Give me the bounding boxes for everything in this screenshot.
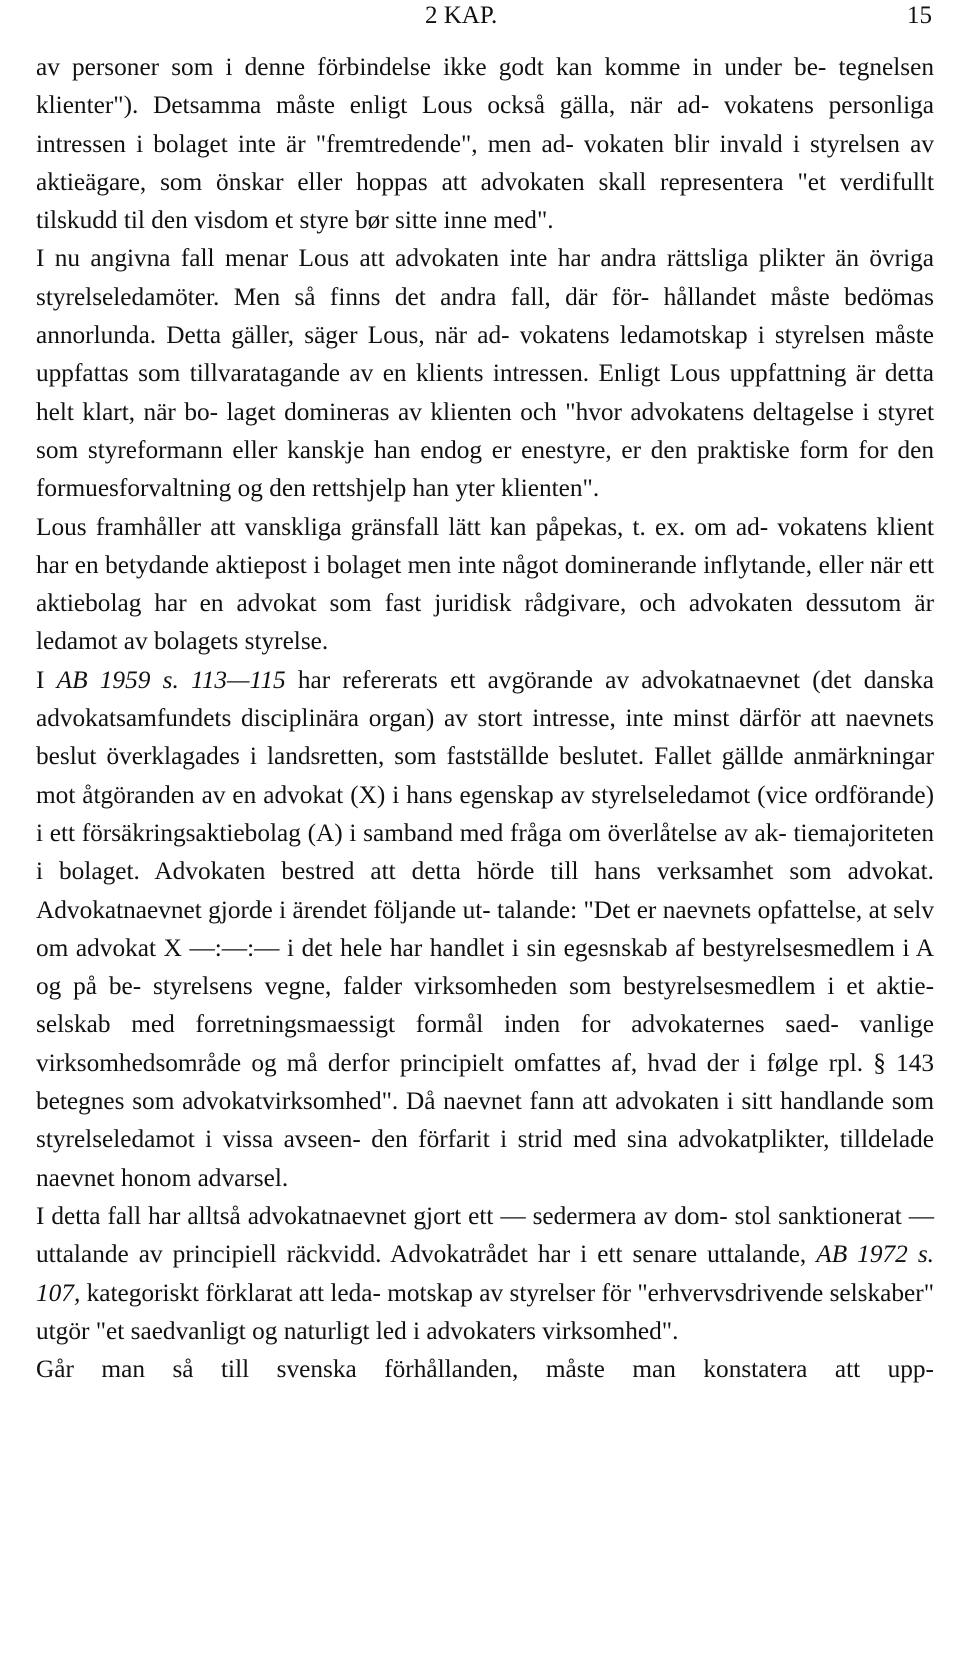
- page-number: 15: [907, 2, 932, 29]
- running-header: [36, 0, 932, 34]
- body-text: [36, 48, 934, 1388]
- paragraph-text: av personer som i denne förbindelse ikke godt kan komme in under be- tegnelsen klienter"). Detsamma måste enligt Lous också gälla, när ad- vokatens personliga intressen i bolaget inte är "fremtredende", men ad- vokaten blir invald i styrelsen av aktieägare, som önskar eller hoppas att advokaten skall representera "et verdifullt tilskudd til den visdom et styre bør sitte inne med".: [36, 53, 934, 235]
- paragraph: [36, 239, 934, 507]
- paragraph-text: Går man så till svenska förhållanden, måste man konstatera att upp-: [36, 1355, 934, 1384]
- paragraph-text: kategoriskt förklarat att leda- motskap av styrelser för "erhvervsdrivende selskaber" utgör "et saedvanligt og naturligt led i advokaters virksomhed".: [36, 1278, 935, 1345]
- paragraph-text: I: [36, 665, 57, 694]
- paragraph: [36, 1197, 934, 1350]
- case-reference: AB 1959 s. 113—115: [56, 665, 286, 694]
- chapter-heading: 2 KAP.: [425, 2, 498, 29]
- paragraph-text: I detta fall har alltså advokatnaevnet gjort ett — sedermera av dom- stol sanktionerat — uttalande av principiell räckvidd. Advokatrådet har i ett senare uttalande,: [36, 1201, 934, 1269]
- paragraph: [36, 661, 934, 1197]
- paragraph-text: I nu angivna fall menar Lous att advokaten inte har andra rättsliga plikter än övriga styrelseledamöter. Men så finns det andra fall, där för- hållandet måste bedömas annorlunda. Detta gäller, säger Lous, när ad- vokatens ledamotskap i styrelsen måste uppfattas som tillvaratagande av en klients intressen. Enligt Lous uppfattning är detta helt klart, när bo- laget domineras av klienten och "hvor advokatens deltagelse i styret som styreformann eller kanskje han endog er enestyre, er den praktiske form for den formuesforvaltning og den rettshjelp han yter klienten".: [36, 244, 934, 503]
- paragraph-text: Lous framhåller att vanskliga gränsfall lätt kan påpekas, t. ex. om ad- vokatens klient har en betydande aktiepost i bolaget men inte något dominerande inflytande, eller när ett aktiebolag har en advokat som fast juridisk rådgivare, och advokaten dessutom är ledamot av bolagets styrelse.: [36, 512, 934, 656]
- paragraph: [36, 508, 934, 661]
- paragraph-text: har refererats ett avgörande av advokatnaevnet (det danska advokatsamfundets disciplinära organ) av stort intresse, inte minst därför att naevnets beslut överklagades i landsretten, som fastställde beslutet. Fallet gällde anmärkningar mot åtgöranden av en advokat (X) i hans egenskap av styrelseledamot (vice ordförande) i ett försäkringsaktiebolag (A) i samband med fråga om överlåtelse av ak- tiemajoriteten i bolaget. Advokaten bestred att detta hörde till hans verksamhet som advokat. Advokatnaevnet gjorde i ärendet följande ut- talande: "Det er naevnets opfattelse, at selv om advokat X —:—:— i det hele har handlet i sin egesnskab af bestyrelsesmedlem i A og på be- styrelsens vegne, falder virksomheden som bestyrelsesmedlem i et aktie- selskab med forretningsmaessigt formål inden for advokaternes saed- vanlige virksomhedsområde og må derfor principielt omfattes af, hvad der i følge rpl. § 143 betegnes som advokatvirksomhed". Då naevnet fann att advokaten i sitt handlande som styrelseledamot i vissa avseen- den förfarit i strid med sina advokatplikter, tilldelade naevnet honom advarsel.: [36, 665, 934, 1192]
- paragraph: [36, 48, 934, 239]
- case-reference: AB 1972 s. 107,: [36, 1240, 934, 1307]
- paragraph: [36, 1350, 934, 1388]
